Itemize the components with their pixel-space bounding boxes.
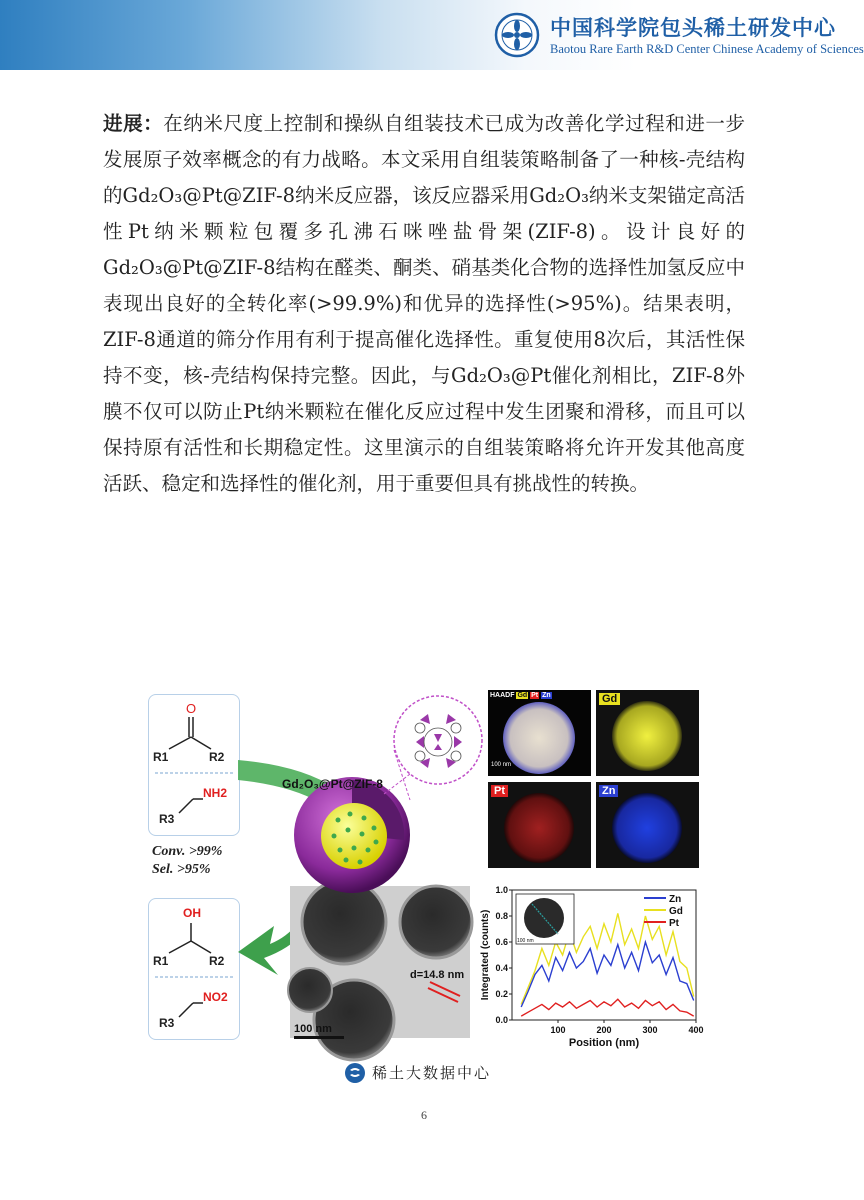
inset-scale-label: 100 nm <box>517 938 534 944</box>
bigdata-logo-icon <box>344 1062 366 1084</box>
pt-map-label: Pt <box>491 785 508 797</box>
zn-map <box>596 782 699 868</box>
line-scan-chart <box>476 884 704 1050</box>
r1-label: R1 <box>153 954 169 968</box>
y-tick-label: 0.0 <box>495 1015 508 1025</box>
x-tick-label: 300 <box>642 1025 658 1035</box>
org-name-en: Baotou Rare Earth R&D Center Chinese Academy of Sciences <box>550 42 864 56</box>
r3-label: R3 <box>159 812 175 826</box>
legend-label: Pt <box>669 918 679 929</box>
nh2-label: NH2 <box>203 786 228 800</box>
r3-label: R3 <box>159 1016 175 1030</box>
x-tick-label: 100 <box>550 1025 566 1035</box>
tem-scale-bar <box>294 1036 344 1039</box>
haadf-title: HAADF <box>490 692 515 699</box>
nanoreactor-illustration <box>234 690 494 1050</box>
y-tick-label: 1.0 <box>495 885 508 895</box>
zn-map-label: Zn <box>599 785 618 797</box>
article-paragraph <box>103 106 745 502</box>
x-tick-label: 400 <box>688 1025 704 1035</box>
haadf-scale-label: 100 nm <box>491 762 512 768</box>
oh-label: OH <box>183 906 201 920</box>
oxygen-label: O <box>186 701 197 716</box>
reactant-scheme-box <box>148 694 240 836</box>
article-lead: 进展： <box>103 112 164 135</box>
legend-label: Gd <box>669 906 683 917</box>
r2-label: R2 <box>209 954 225 968</box>
product-structure <box>149 899 239 1039</box>
nanoreactor-label: Gd₂O₃@Pt@ZIF-8 <box>282 777 383 791</box>
y-tick-label: 0.4 <box>495 963 508 973</box>
research-figure <box>148 690 704 1050</box>
shell-thickness-label: d=14.8 nm <box>410 969 465 981</box>
y-tick-label: 0.8 <box>495 911 508 921</box>
tem-scale-label: 100 nm <box>294 1023 332 1035</box>
r1-label: R1 <box>153 750 169 764</box>
x-axis-label: Position (nm) <box>568 1037 640 1049</box>
gd-map-label: Gd <box>599 693 620 705</box>
haadf-pt-tag: Pt <box>531 692 539 699</box>
haadf-legend <box>490 692 552 699</box>
pt-map <box>488 782 591 868</box>
x-tick-label: 200 <box>596 1025 612 1035</box>
reactant-structure <box>149 695 239 835</box>
org-name-cn: 中国科学院包头稀土研发中心 <box>550 16 836 40</box>
legend-label: Zn <box>669 894 682 905</box>
gd-map <box>596 690 699 776</box>
r2-label: R2 <box>209 750 225 764</box>
footer-brand: 稀土大数据中心 <box>372 1064 492 1082</box>
y-tick-label: 0.2 <box>495 989 508 999</box>
gd2o3-core <box>321 803 387 869</box>
cas-logo-icon <box>494 12 540 58</box>
article-body: 在纳米尺度上控制和操纵自组装技术已成为改善化学过程和进一步发展原子效率概念的有力战略。本文采用自组装策略制备了一种核-壳结构的Gd₂O₃@Pt@ZIF-8纳米反应器，该反应器采用Gd₂O₃纳米支架锚定高活性Pt纳米颗粒包覆多孔沸石咪唑盐骨架(ZIF-8)。设计良好的Gd₂O₃@Pt@ZIF-8结构在醛类、酮类、硝基类化合物的选择性加氢反应中表现出良好的全转化率(>99.9%)和优异的选择性(>95%)。结果表明，ZIF-8通道的筛分作用有利于提高催化选择性。重复使用8次后，其活性保持不变，核-壳结构保持完整。因此，与Gd₂O₃@Pt催化剂相比，ZIF-8外膜不仅可以防止Pt纳米颗粒在催化反应过程中发生团聚和滑移，而且可以保持原有活性和长期稳定性。这里演示的自组装策略将允许开发其他高度活跃、稳定和选择性的催化剂，用于重要但具有挑战性的转换。 <box>103 112 745 495</box>
y-axis-label: Integrated (counts) <box>480 909 491 1001</box>
page-number: 6 <box>421 1108 427 1122</box>
product-scheme-box <box>148 898 240 1040</box>
haadf-zn-tag: Zn <box>542 692 551 699</box>
no2-label: NO2 <box>203 990 228 1004</box>
y-tick-label: 0.6 <box>495 937 508 947</box>
haadf-gd-tag: Gd <box>517 692 528 699</box>
haadf-map <box>488 690 591 776</box>
selectivity-text: Sel. >95% <box>152 862 211 877</box>
conversion-text: Conv. >99% <box>152 844 223 859</box>
